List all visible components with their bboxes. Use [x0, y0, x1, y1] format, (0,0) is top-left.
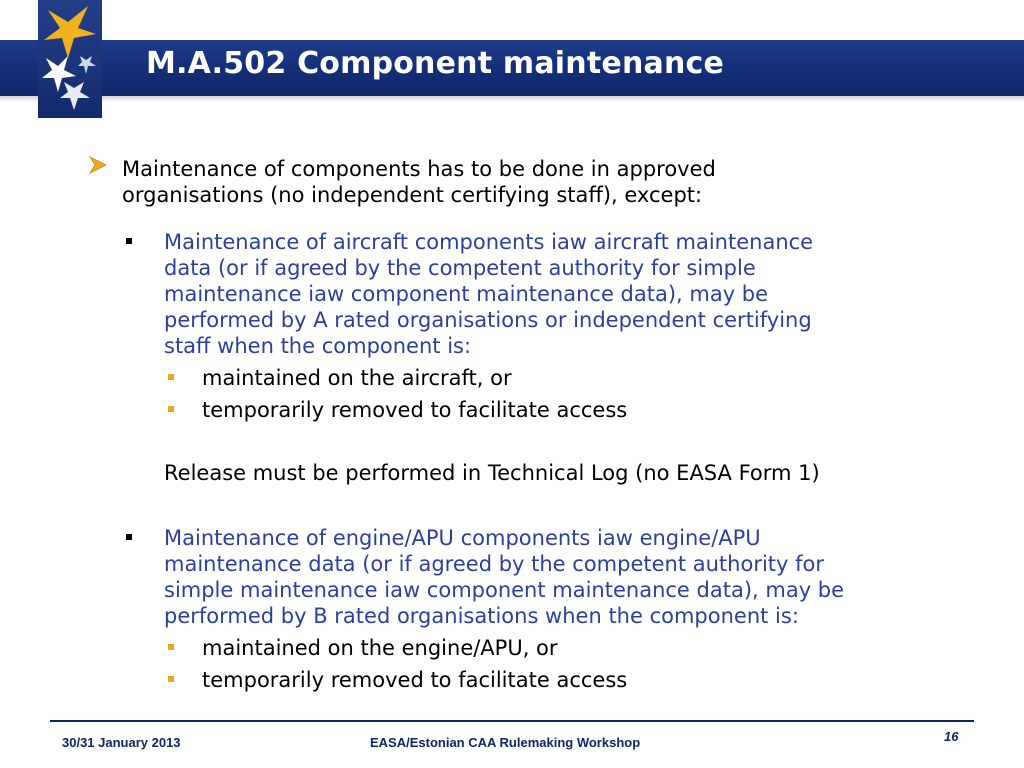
item1-release-note: Release must be performed in Technical Log (no EASA Form 1): [164, 461, 820, 485]
square-bullet: [126, 238, 132, 244]
orange-bullet: [168, 644, 174, 650]
item1-line-1: Maintenance of aircraft components iaw aircraft maintenance: [164, 230, 814, 254]
item1-sub-2: temporarily removed to facilitate access: [202, 398, 628, 422]
item2-sub-1: maintained on the engine/APU, or: [202, 636, 558, 660]
item2-line-3: simple maintenance iaw component maintenance data), may be: [164, 578, 845, 602]
footer-divider: [50, 720, 974, 722]
square-bullet: [126, 534, 132, 540]
orange-bullet: [168, 374, 174, 380]
footer-date: 30/31 January 2013: [62, 735, 181, 750]
item1-sub-1: maintained on the aircraft, or: [202, 366, 512, 390]
orange-bullet: [168, 676, 174, 682]
arrow-bullet-icon: [88, 155, 108, 175]
orange-bullet: [168, 406, 174, 412]
intro-line-1: Maintenance of components has to be done in approved: [122, 157, 716, 181]
item2-line-4: performed by B rated organisations when the component is:: [164, 604, 799, 628]
intro-line-2: organisations (no independent certifying staff), except:: [122, 183, 703, 207]
item1-line-3: maintenance iaw component maintenance data), may be: [164, 282, 769, 306]
easa-stars-logo-icon: [38, 0, 102, 118]
item1-line-5: staff when the component is:: [164, 334, 472, 358]
item2-sub-2: temporarily removed to facilitate access: [202, 668, 628, 692]
item2-line-2: maintenance data (or if agreed by the competent authority for: [164, 552, 824, 576]
item2-line-1: Maintenance of engine/APU components iaw engine/APU: [164, 526, 761, 550]
footer-event: EASA/Estonian CAA Rulemaking Workshop: [370, 735, 641, 750]
item1-line-2: data (or if agreed by the competent authority for simple: [164, 256, 756, 280]
page-number: 16: [944, 729, 959, 744]
slide-title: M.A.502 Component maintenance: [146, 46, 725, 81]
item1-line-4: performed by A rated organisations or independent certifying: [164, 308, 812, 332]
easa-logo: [38, 0, 102, 118]
